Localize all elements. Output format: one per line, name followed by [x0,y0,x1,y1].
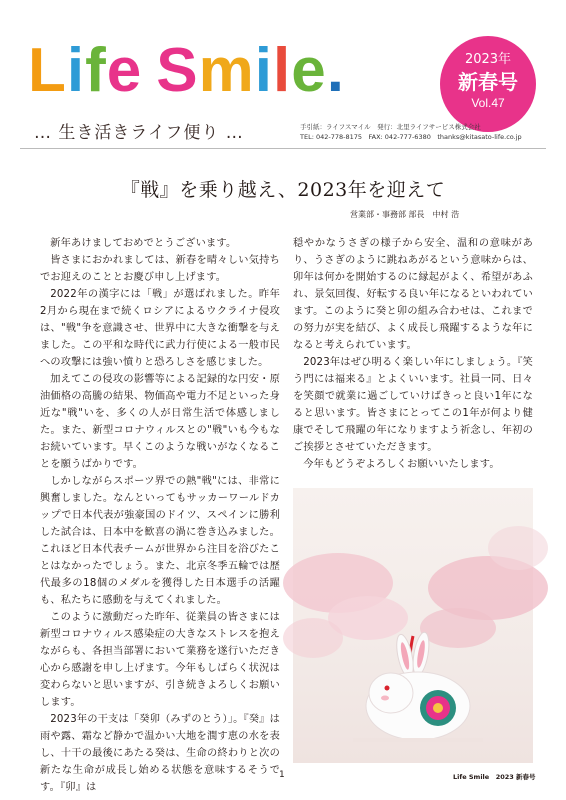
issue-badge [440,36,536,132]
logo [28,36,345,105]
article-paragraph: 今年もどうぞよろしくお願いいたします。 [303,459,500,470]
article-paragraph: 新年あけましておめでとうございます。 [50,238,237,249]
badge-year: 2023年 [464,52,512,67]
article-title: 『戦』を乗り越え、2023年を迎えて [120,179,446,201]
footer-issue-title: Life Smile 2023 新春号 [453,773,536,781]
article-paragraph: 皆さまにおかれましては、新春を晴々しい気持ちでお迎えのこととお慶び申し上げます。 [40,255,280,283]
logo-letter: e [291,36,327,105]
logo-letter: S [156,36,199,105]
publisher-line: 手引紙：ライフスマイル 発行：北里ライフサービス株式会社 [300,123,481,131]
badge-volume: Vol.47 [471,96,505,110]
logo-letter: L [28,36,67,105]
rabbit-figurine-icon [293,488,533,763]
article-paragraph: このように激動だった昨年、従業員の皆さまには新型コロナウィルス感染症の大きなストレスを抱えながらも、各担当部署において業務を遂行いただき心から感謝を申し上げます。今年もしばらく状況は変わらないと思いますが、引き続きよろしくお願いします。 [40,612,280,708]
header-divider [20,148,546,149]
page-number: 1 [279,770,285,780]
article-paragraph: 加えてこの侵攻の影響等による記録的な円安・原油価格の高騰の結果、物価高や電力不足といった身近な"戦"いを、多くの人が日常生活で体感しました。また、新型コロナウィルスとの"戦"いも今もなお続いています。早くこのような戦いがなくなることを願うばかりです。 [40,374,280,470]
article-paragraph: 穏やかなうさぎの様子から安全、温和の意味があり、うさぎのように跳ねあがるという意味からは、卯年は何かを開始するのに縁起がよく、希望があふれ、景気回復、好転する良い年になるといわれています。このように癸と卯の組み合わせは、これまでの努力が実を結び、よく成長し飛躍するような年になると考えられています。 [293,238,533,351]
article-column-left [40,235,280,793]
article-column-right [293,235,533,480]
article-author: 営業部・事務部 部長 中村 浩 [350,210,460,219]
contact-line: TEL: 042-778-8175 FAX: 042-777-6380 thanks@kitasato-life.co.jp [300,133,522,141]
rabbit-photo [293,488,533,763]
logo-letter: m [198,36,255,105]
logo-letter: . [326,36,345,105]
publisher-info [300,122,540,142]
badge-season: 新春号 [458,70,518,94]
article-paragraph: 2023年はぜひ明るく楽しい年にしましょう。『笑う門には福来る』とよくいいます。社員一同、日々を笑顔で就業に過ごしていけばきっと良い1年になると思います。皆さまにとってこの1年が何より健康でそして飛躍の年になりますよう祈念し、年初のご挨拶とさせていただきます。 [293,357,533,453]
article-paragraph: 2022年の漢字には「戦」が選ばれました。昨年2月から現在まで続くロシアによるウクライナ侵攻は、"戦"争を意識させ、世界中に大きな衝撃を与えました。この平和な時代に武力行使による一般市民への攻撃には強い憤りと恐ろしさを感じました。 [40,289,280,368]
logo-letter: e [106,36,143,105]
logo-letter: i [254,36,273,105]
article-paragraph: 2023年の干支は「癸卯（みずのとう）」。『癸』は雨や露、霜など静かで温かい大地を潤す恵の水を表し、十干の最後にあたる癸は、生命の終わりと次の新たな生命が成長し始める状態を意味するそうです。『卯』は [40,714,280,793]
tagline: … 生き活きライフ便り … [34,123,244,143]
logo-letter: l [272,36,292,105]
article-paragraph: しかしながらスポーツ界での熱"戦"には、非常に興奮しました。なんといってもサッカーワールドカップで日本代表が強豪国のドイツ、スペインに勝利した試合は、日本中を歓喜の渦に巻き込みました。これほど日本代表チームが世界から注目を浴びたことはなかったでしょう。また、北京冬季五輪では歴代最多の18個のメダルを獲得した日本選手の活躍も、私たちに感動を与えてくれました。 [40,476,280,606]
logo-letter: i [66,36,86,105]
logo-letter: f [85,36,107,105]
